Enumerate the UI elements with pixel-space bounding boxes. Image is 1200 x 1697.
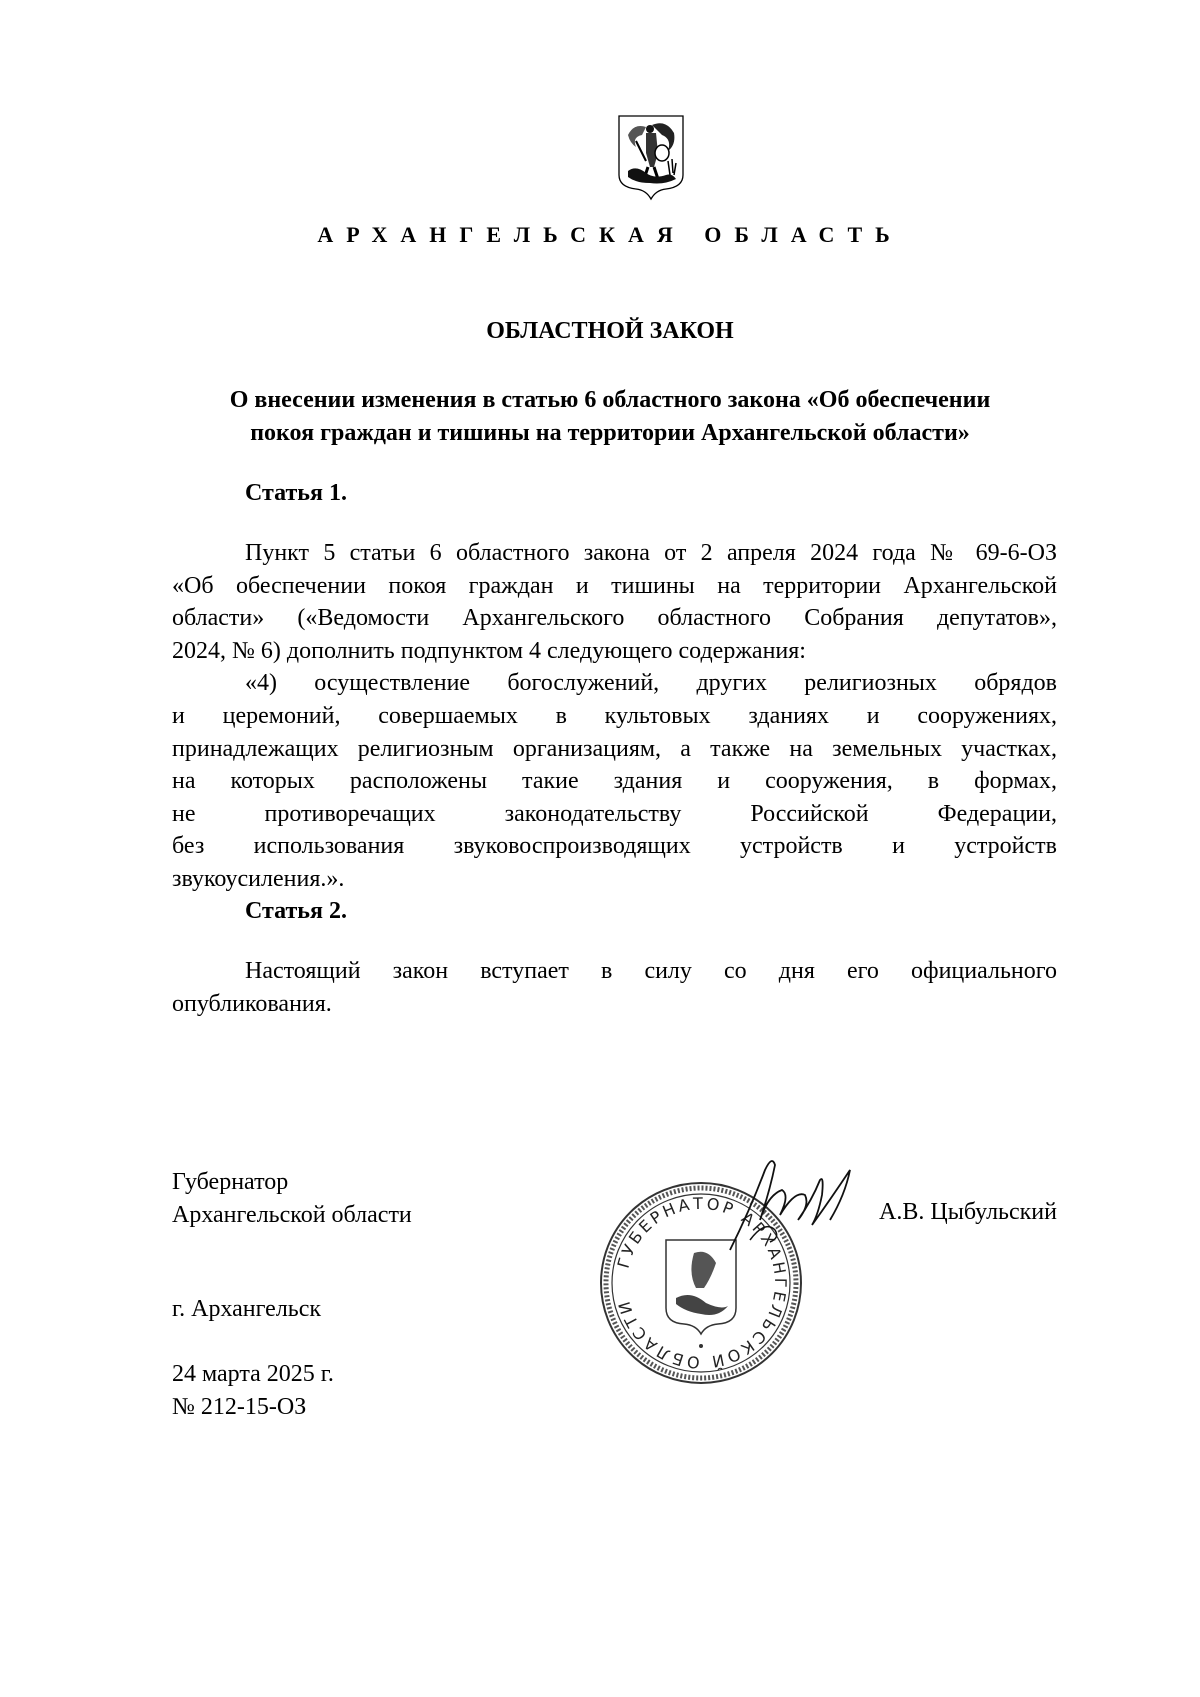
article-2-text [172, 955, 1057, 1020]
law-subject-title [190, 384, 1030, 450]
law-type-heading: ОБЛАСТНОЙ ЗАКОН [486, 318, 734, 344]
handwritten-signature-icon [720, 1150, 870, 1260]
text-line: «Об обеспечении покоя граждан и тишины на территории Архангельской [172, 572, 1057, 599]
law-subject-line: О внесении изменения в статью 6 областного закона «Об обеспечении [229, 387, 991, 413]
signatory-name: А.В. Цыбульский [879, 1199, 1057, 1225]
region-title: АРХАНГЕЛЬСКАЯ ОБЛАСТЬ [317, 222, 903, 247]
coat-of-arms-icon [616, 113, 686, 201]
law-date-number [172, 1358, 334, 1423]
article-2-heading: Статья 2. [245, 898, 347, 924]
article-1-heading: Статья 1. [245, 480, 347, 506]
text-line: не противоречащих законодательству Российской Федерации, [172, 800, 1057, 827]
text-line: принадлежащих религиозным организациям, а также на земельных участках, [172, 735, 1057, 762]
article-1-text [172, 537, 1057, 896]
text-line: на которых расположены такие здания и сооружения, в формах, [172, 768, 1057, 795]
law-subject-line: покоя граждан и тишины на территории Архангельской области» [250, 420, 970, 446]
signatory-position [172, 1166, 412, 1231]
text-line: Пункт 5 статьи 6 областного закона от 2 апреля 2024 года № 69-6-ОЗ [245, 540, 1057, 566]
text-line: Настоящий закон вступает в силу со дня его официального [245, 958, 1057, 984]
text-line: 2024, № 6) дополнить подпунктом 4 следующего содержания: [172, 637, 806, 664]
law-number: № 212-15-ОЗ [172, 1393, 307, 1420]
text-line: «4) осуществление богослужений, других религиозных обрядов [245, 670, 1057, 697]
seal-text: ГУБЕРНАТОР АРХАНГЕЛЬСКОЙ ОБЛАСТИ [613, 1193, 791, 1373]
text-line: опубликования. [172, 990, 332, 1017]
law-date: 24 марта 2025 г. [172, 1361, 334, 1387]
text-line: звукоусиления.». [172, 865, 345, 892]
text-line: области» («Ведомости Архангельского областного Собрания депутатов», [172, 605, 1057, 632]
text-line: и церемоний, совершаемых в культовых зданиях и сооружениях, [172, 702, 1057, 729]
position-line: Архангельской области [172, 1201, 412, 1228]
position-line: Губернатор [172, 1169, 289, 1195]
place-of-signing: г. Архангельск [172, 1296, 322, 1322]
text-line: без использования звуковоспроизводящих устройств и устройств [172, 833, 1057, 860]
